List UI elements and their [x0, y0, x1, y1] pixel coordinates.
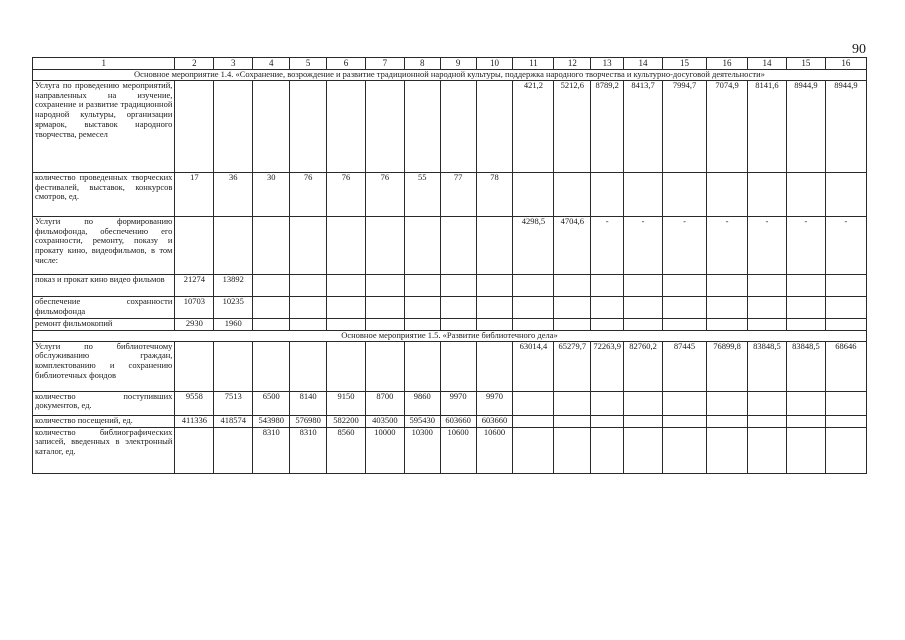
cell-value: 13892 [214, 274, 253, 296]
row-label: количество поступивших документов, ед. [33, 391, 175, 415]
dash-value: - [825, 216, 866, 274]
table-row [33, 391, 867, 415]
section-header-row [33, 70, 867, 81]
row-label: Услуги по библиотечному обслуживанию граждан, комплектованию и сохранению библиотечных фондов [33, 341, 175, 391]
cell-value: 8141,6 [748, 80, 787, 172]
cell-value: 8140 [290, 391, 327, 415]
cell-value: 6500 [253, 391, 290, 415]
cell-value: 10300 [404, 427, 440, 473]
cell-value: 582200 [327, 415, 366, 427]
cell-value: 10235 [214, 296, 253, 318]
cell-value: 403500 [365, 415, 404, 427]
dash-value: - [748, 216, 787, 274]
table-row [33, 415, 867, 427]
dash-value: - [624, 216, 663, 274]
cell-value: 36 [214, 172, 253, 216]
table-row [33, 172, 867, 216]
table-row [33, 216, 867, 274]
cell-value: 5212,6 [554, 80, 591, 172]
cell-value: 76 [365, 172, 404, 216]
cell-value: 603660 [440, 415, 476, 427]
col-header-13: 13 [591, 58, 624, 70]
cell-value: 77 [440, 172, 476, 216]
col-header-19: 16 [825, 58, 866, 70]
col-header-15: 15 [662, 58, 706, 70]
cell-value: 10703 [175, 296, 214, 318]
cell-value: 63014,4 [513, 341, 554, 391]
cell-value: 87445 [662, 341, 706, 391]
dash-value: - [591, 216, 624, 274]
row-label: количество проведенных творческих фестивалей, выставок, конкурсов смотров, ед. [33, 172, 175, 216]
row-label: обеспечение сохранности фильмофонда [33, 296, 175, 318]
section-15-title: Основное мероприятие 1.5. «Развитие библиотечного дела» [33, 330, 867, 341]
cell-value: 595430 [404, 415, 440, 427]
program-table [32, 57, 867, 474]
cell-value: 55 [404, 172, 440, 216]
cell-value: 72263,9 [591, 341, 624, 391]
cell-value: 65279,7 [554, 341, 591, 391]
col-header-5: 5 [290, 58, 327, 70]
cell-value: 10000 [365, 427, 404, 473]
col-header-7: 7 [365, 58, 404, 70]
table-row [33, 341, 867, 391]
cell-value: 576980 [290, 415, 327, 427]
cell-value: 543980 [253, 415, 290, 427]
col-header-1: 1 [33, 58, 175, 70]
col-header-17: 14 [748, 58, 787, 70]
cell-value: 2930 [175, 318, 214, 330]
dash-value: - [707, 216, 748, 274]
cell-value: 30 [253, 172, 290, 216]
cell-value: 68646 [825, 341, 866, 391]
cell-value: 4298,5 [513, 216, 554, 274]
cell-value: 411336 [175, 415, 214, 427]
cell-value: 10600 [476, 427, 513, 473]
cell-value: 7074,9 [707, 80, 748, 172]
cell-value: 83848,5 [748, 341, 787, 391]
cell-value: 9970 [440, 391, 476, 415]
cell-value: 421,2 [513, 80, 554, 172]
cell-value: 17 [175, 172, 214, 216]
cell-value: 418574 [214, 415, 253, 427]
cell-value: 9860 [404, 391, 440, 415]
col-header-2: 2 [175, 58, 214, 70]
col-header-12: 12 [554, 58, 591, 70]
col-header-3: 3 [214, 58, 253, 70]
cell-value: 76 [327, 172, 366, 216]
row-label: Услуга по проведению мероприятий, направленных на изучение, сохранение и развитие традиционной народной культуры, организации ярмарок, выставок народного творчества, ремесел [33, 80, 175, 172]
section-header-row [33, 330, 867, 341]
cell-value: 603660 [476, 415, 513, 427]
cell-value: 8944,9 [786, 80, 825, 172]
cell-value: 78 [476, 172, 513, 216]
cell-value: 8560 [327, 427, 366, 473]
cell-value: 76899,8 [707, 341, 748, 391]
cell-value: 9970 [476, 391, 513, 415]
table-row [33, 318, 867, 330]
cell-value: 8944,9 [825, 80, 866, 172]
cell-value: 7513 [214, 391, 253, 415]
cell-value: 21274 [175, 274, 214, 296]
row-label: Услуги по формированию фильмофонда, обеспечению его сохранности, ремонту, показу и прокату кино, видеофильмов, в том числе: [33, 216, 175, 274]
cell-value: 83848,5 [786, 341, 825, 391]
table-row [33, 427, 867, 473]
col-header-9: 9 [440, 58, 476, 70]
dash-value: - [786, 216, 825, 274]
col-header-18: 15 [786, 58, 825, 70]
cell-value: 9558 [175, 391, 214, 415]
col-header-6: 6 [327, 58, 366, 70]
cell-value: 10600 [440, 427, 476, 473]
col-header-11: 11 [513, 58, 554, 70]
cell-value: 7994,7 [662, 80, 706, 172]
cell-value: 9150 [327, 391, 366, 415]
table-row [33, 296, 867, 318]
cell-value: 8310 [253, 427, 290, 473]
cell-value: 76 [290, 172, 327, 216]
cell-value: 8789,2 [591, 80, 624, 172]
col-header-10: 10 [476, 58, 513, 70]
cell-value: 8413,7 [624, 80, 663, 172]
dash-value: - [662, 216, 706, 274]
row-label: показ и прокат кино видео фильмов [33, 274, 175, 296]
column-header-row [33, 58, 867, 70]
row-label: ремонт фильмокопий [33, 318, 175, 330]
row-label: количество библиографических записей, введенных в электронный каталог, ед. [33, 427, 175, 473]
page-number: 90 [852, 42, 866, 57]
cell-value: 8310 [290, 427, 327, 473]
col-header-14: 14 [624, 58, 663, 70]
section-14-title: Основное мероприятие 1.4. «Сохранение, возрождение и развитие традиционной народной культуры, поддержка народного творчества и культурно-досуговой деятельности» [33, 70, 867, 81]
row-label: количество посещений, ед. [33, 415, 175, 427]
cell-value: 4704,6 [554, 216, 591, 274]
col-header-8: 8 [404, 58, 440, 70]
cell-value: 1960 [214, 318, 253, 330]
cell-value: 82760,2 [624, 341, 663, 391]
col-header-16: 16 [707, 58, 748, 70]
table-row [33, 80, 867, 172]
table-row [33, 274, 867, 296]
cell-value: 8700 [365, 391, 404, 415]
col-header-4: 4 [253, 58, 290, 70]
